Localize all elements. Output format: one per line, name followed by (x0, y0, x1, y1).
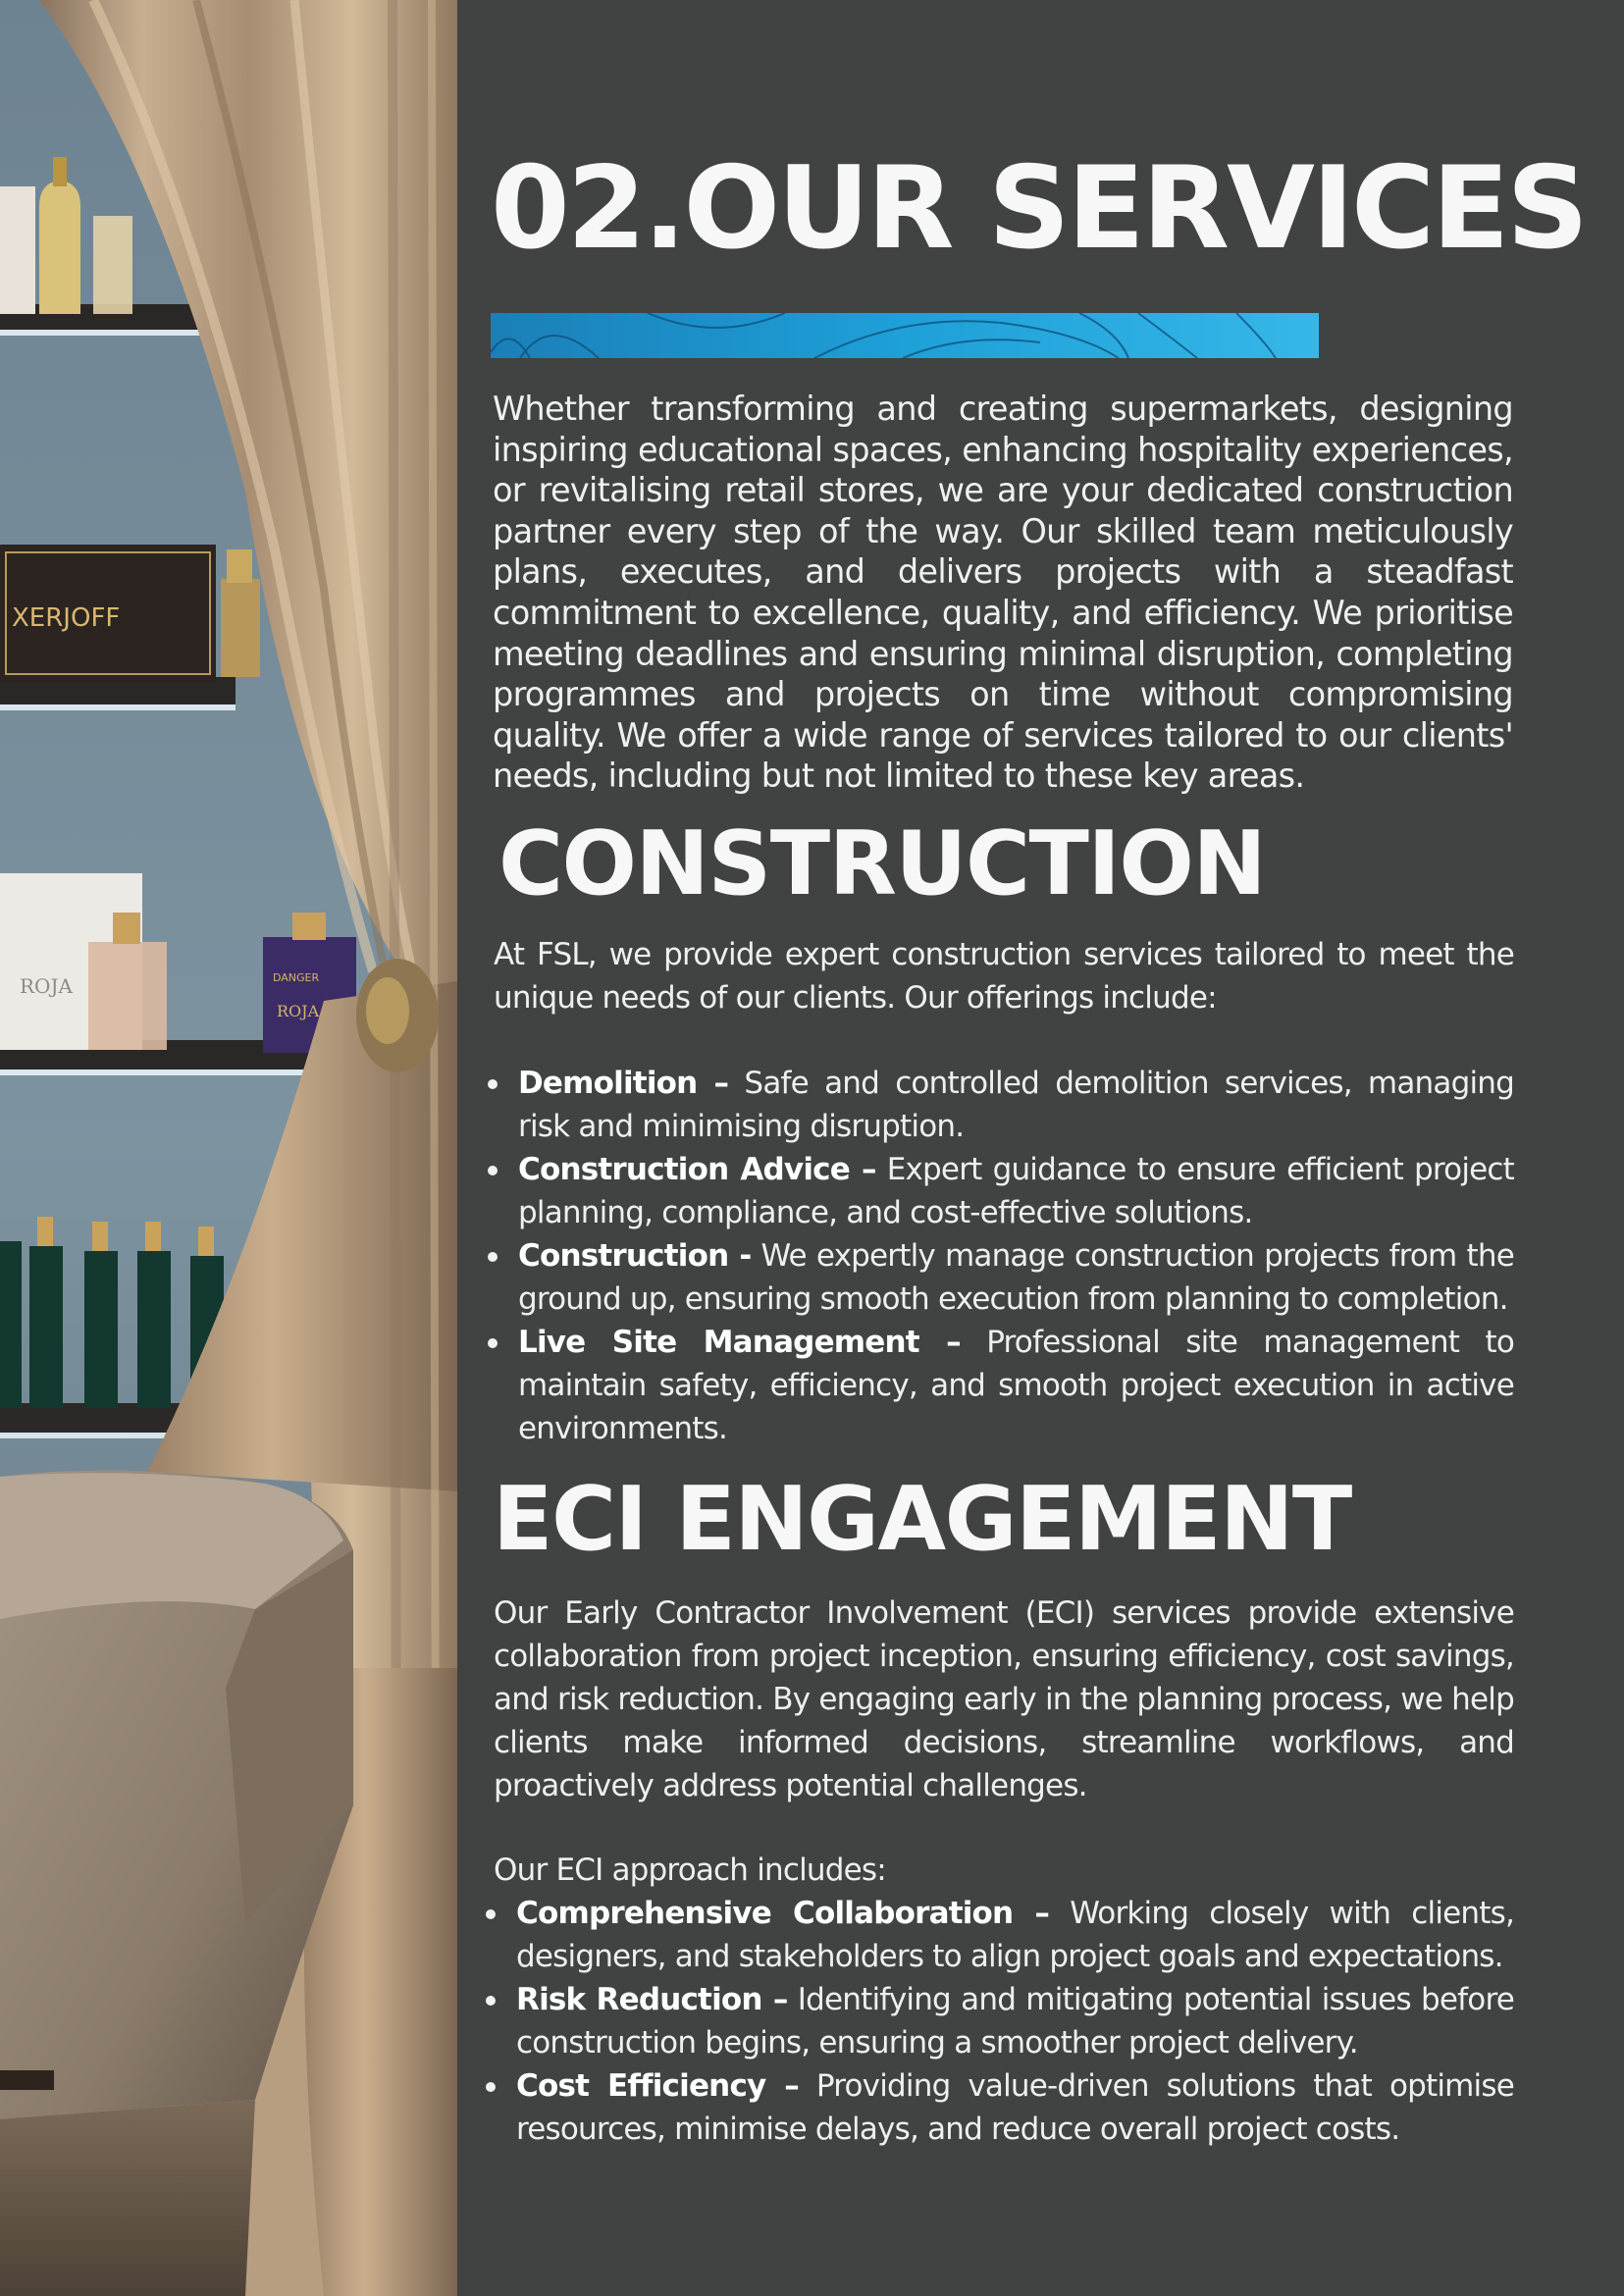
accent-bar (491, 313, 1319, 358)
xerjoff-label: XERJOFF (12, 603, 121, 633)
bullet-icon (486, 1909, 496, 1919)
list-item-text: Expert guidance to ensure efficient project planning, compliance, and cost-effective solutions. (518, 1152, 1514, 1230)
list-item-text: Identifying and mitigating potential issues before construction begins, ensuring a smoother project delivery. (516, 1982, 1514, 2061)
list-item-text: Providing value-driven solutions that optimise resources, minimise delays, and reduce overall project costs. (516, 2068, 1514, 2147)
bullet-icon (488, 1079, 498, 1089)
list-item-text: Professional site management to maintain safety, efficiency, and smooth project execution in active environments. (518, 1325, 1514, 1446)
list-item-term: Comprehensive Collaboration – (516, 1896, 1050, 1931)
eci-heading: ECI ENGAGEMENT (493, 1468, 1351, 1571)
danger-label: DANGER (273, 971, 320, 984)
list-item (516, 1978, 1514, 2064)
eci-approach-label: Our ECI approach includes: (494, 1852, 886, 1888)
services-panel (457, 0, 1624, 2296)
bullet-icon (486, 2082, 496, 2092)
eci-intro: Our Early Contractor Involvement (ECI) services provide extensive collaboration from project inception, ensuring efficiency, cost savings, and risk reduction. By engaging early in the planning process, we help clients make informed decisions, streamline workflows, and proactively address potential challenges. (494, 1595, 1514, 1803)
bullet-icon (486, 1996, 496, 2006)
list-item-text: We expertly manage construction projects from the ground up, ensuring smooth execution from planning to completion. (518, 1238, 1514, 1317)
list-item (518, 1062, 1514, 1148)
list-item-term: Demolition – (518, 1066, 729, 1101)
list-item (518, 1148, 1514, 1234)
list-item-text: Working closely with clients, designers, and stakeholders to align project goals and expectations. (516, 1896, 1515, 1974)
bullet-icon (488, 1338, 498, 1348)
construction-intro: At FSL, we provide expert construction services tailored to meet the unique needs of our clients. Our offerings include: (494, 937, 1514, 1016)
construction-heading: CONSTRUCTION (498, 812, 1266, 915)
list-item-term: Construction Advice – (518, 1152, 876, 1187)
roja-label-1: ROJA (20, 974, 73, 998)
list-item (518, 1321, 1514, 1450)
list-item-term: Live Site Management – (518, 1325, 961, 1360)
list-item (516, 1892, 1514, 1978)
interior-photo (0, 0, 457, 2296)
list-item-term: Risk Reduction – (516, 1982, 788, 2017)
eci-list (516, 1892, 1514, 2151)
roja-label-2: ROJA (277, 1002, 320, 1020)
intro-paragraph: Whether transforming and creating supermarkets, designing inspiring educational spaces, enhancing hospitality experiences, or revitalising retail stores, we are your dedicated construction partner every step of the way. Our skilled team meticulously plans, executes, and delivers projects with a steadfast commitment to excellence, quality, and efficiency. We prioritise meeting deadlines and ensuring minimal disruption, completing programmes and projects on time without compromising quality. We offer a wide range of services tailored to our clients' needs, including but not limited to these key areas. (493, 390, 1513, 796)
page-title: 02.OUR SERVICES (491, 142, 1586, 275)
list-item (516, 2064, 1514, 2151)
list-item-text: Safe and controlled demolition services, managing risk and minimising disruption. (518, 1066, 1514, 1144)
list-item-term: Cost Efficiency – (516, 2068, 799, 2104)
list-item-term: Construction - (518, 1238, 752, 1274)
bullet-icon (488, 1252, 498, 1262)
construction-list (518, 1062, 1514, 1450)
bullet-icon (488, 1166, 498, 1175)
list-item (518, 1234, 1514, 1321)
